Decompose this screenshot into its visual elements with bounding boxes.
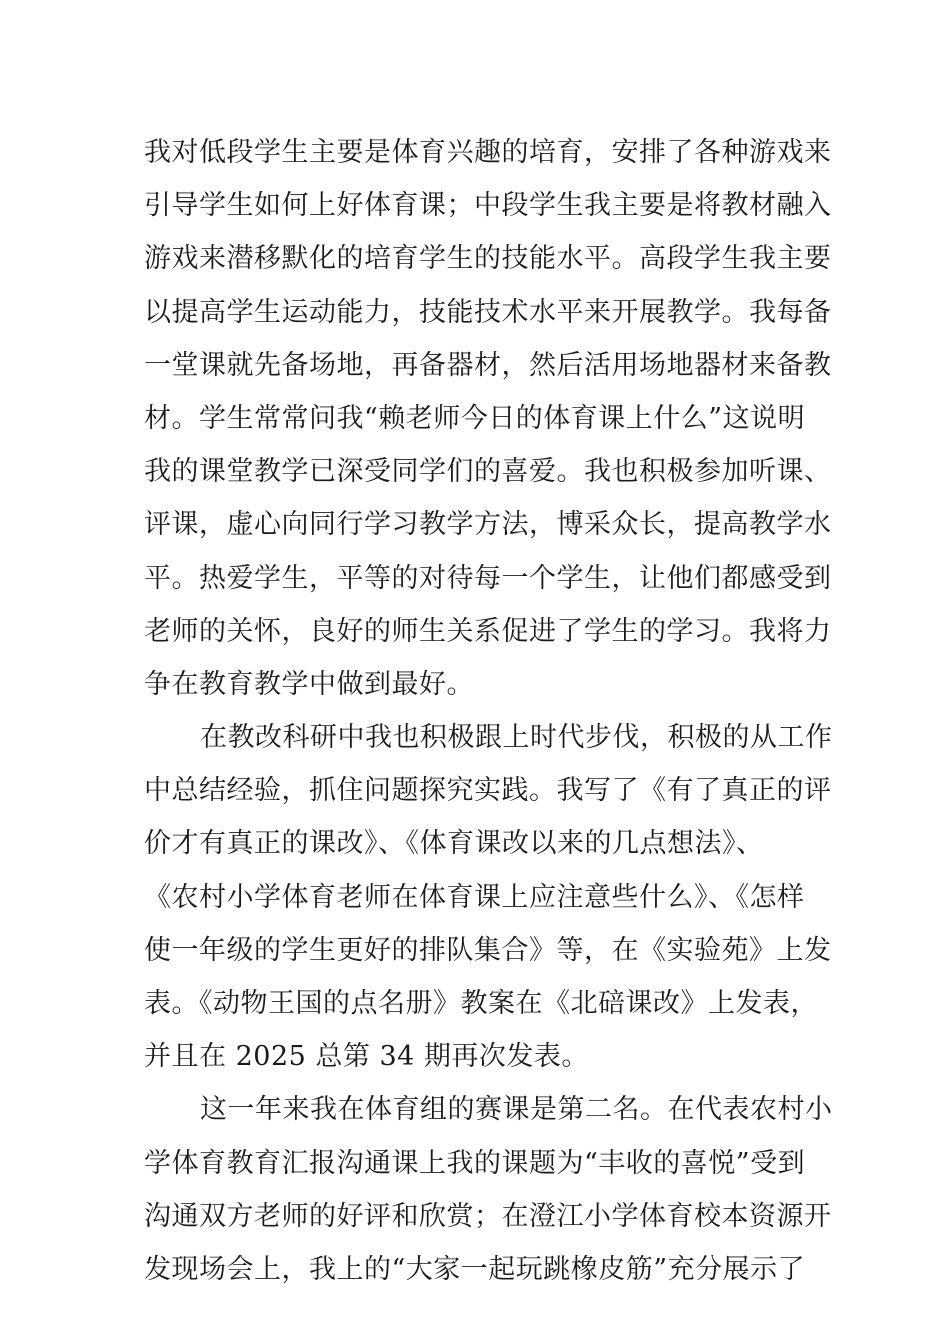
text-line: 材。学生常常问我“赖老师今日的体育课上什么”这说明	[144, 402, 806, 434]
text-line: 以提高学生运动能力，技能技术水平来开展教学。我每备	[144, 296, 832, 328]
text-line: 平。热爱学生，平等的对待每一个学生，让他们都感受到	[144, 562, 832, 594]
text-line: 我对低段学生主要是体育兴趣的培育，安排了各种游戏来	[144, 137, 832, 168]
text-line: 表。《动物王国的点名册》教案在《北碚课改》上发表，	[144, 988, 818, 1019]
text-line: 引导学生如何上好体育课；中段学生我主要是将教材融入	[144, 190, 832, 222]
text-line: 游戏来潜移默化的培育学生的技能水平。高段学生我主要	[144, 243, 832, 275]
text-line-indented: 在教改科研中我也积极跟上时代步伐，积极的从工作	[200, 722, 833, 754]
text-line: 老师的关怀，良好的师生关系促进了学生的学习。我将力	[144, 615, 832, 647]
text-line: 使一年级的学生更好的排队集合》等，在《实验苑》上发	[144, 934, 832, 966]
text-line: 学体育教育汇报沟通课上我的课题为“丰收的喜悦”受到	[144, 1147, 806, 1179]
paragraph-3	[144, 1083, 833, 1296]
text-line: 并且在 2025 总第 34 期再次发表。	[144, 1041, 589, 1073]
document-body	[144, 126, 833, 1296]
text-line: 价才有真正的课改》、《体育课改以来的几点想法》、	[144, 828, 764, 860]
text-line: 一堂课就先备场地，再备器材，然后活用场地器材来备教	[144, 349, 832, 381]
text-line: 发现场会上，我上的“大家一起玩跳橡皮筋”充分展示了	[144, 1253, 806, 1285]
text-line: 争在教育教学中做到最好。	[144, 668, 474, 700]
paragraph-1	[144, 126, 832, 711]
text-line: 我的课堂教学已深受同学们的喜爱。我也积极参加听课、	[144, 456, 832, 488]
paragraph-2	[144, 711, 833, 1083]
text-line: 评课，虚心向同行学习教学方法，博采众长，提高教学水	[144, 509, 832, 541]
text-line: 《农村小学体育老师在体育课上应注意些什么》、《怎样	[144, 881, 805, 913]
text-line: 中总结经验，抓住问题探究实践。我写了《有了真正的评	[144, 775, 832, 807]
text-line: 沟通双方老师的好评和欣赏；在澄江小学体育校本资源开	[144, 1200, 832, 1232]
text-line-indented: 这一年来我在体育组的赛课是第二名。在代表农村小	[200, 1094, 833, 1126]
